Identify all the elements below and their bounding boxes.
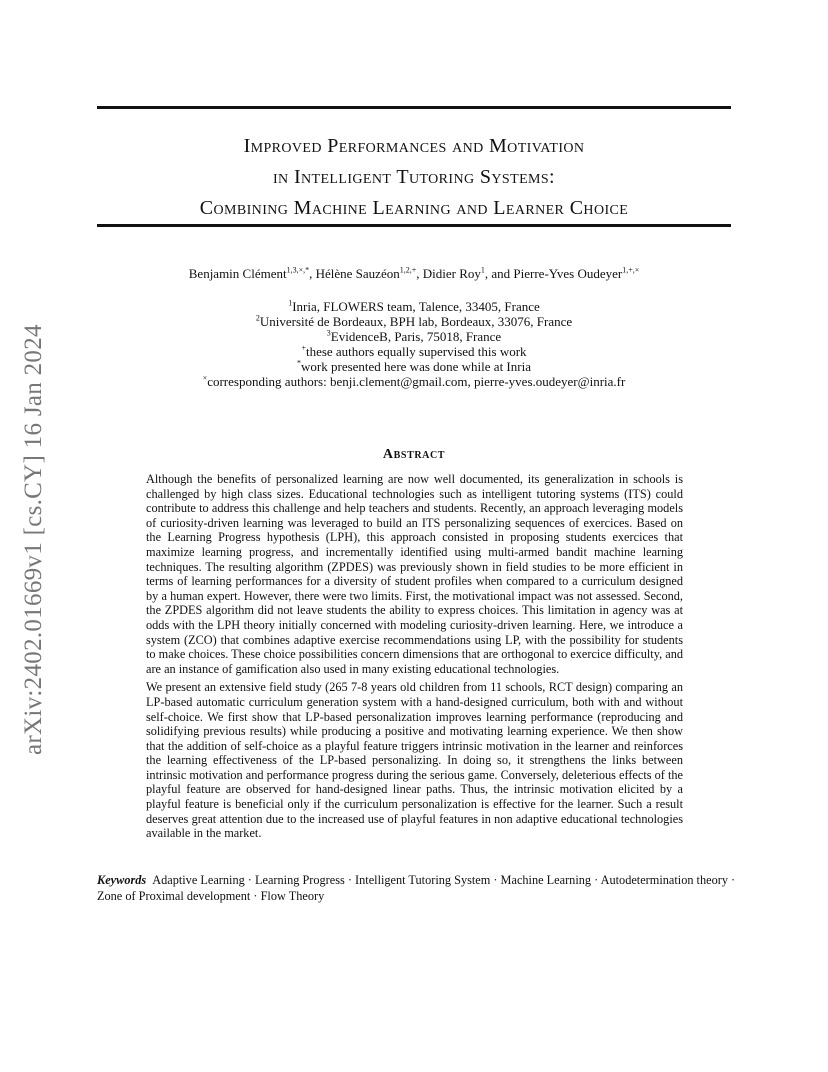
affiliation-mark: 3 (326, 328, 331, 338)
affiliation-text: work presented here was done while at Inria (301, 359, 531, 374)
author-separator: , (309, 266, 316, 281)
author-separator: , and (484, 266, 514, 281)
affiliation-text: Université de Bordeaux, BPH lab, Bordeaux, 33076, France (259, 314, 573, 329)
affiliation-text: Inria, FLOWERS team, Talence, 33405, France (292, 299, 540, 314)
author-affiliation-marks: 1,2,+ (399, 265, 417, 275)
arxiv-watermark: arXiv:2402.01669v1 [cs.CY] 16 Jan 2024 (20, 324, 47, 755)
keywords-text: Adaptive Learning · Learning Progress · Intelligent Tutoring System · Machine Learning · Autodetermination theory · Zone of Proximal development · Flow Theory (97, 873, 736, 903)
author-name: Benjamin Clément (188, 266, 287, 281)
title-line-2: in Intelligent Tutoring Systems: (272, 166, 556, 188)
title-top-rule (97, 106, 731, 109)
author-name: Hélène Sauzéon (315, 266, 400, 281)
author-name: Didier Roy (422, 266, 481, 281)
paper-title (97, 131, 731, 224)
affiliation-list (97, 299, 731, 389)
author-affiliation-marks: 1,+,× (622, 265, 640, 275)
abstract-heading: Abstract (382, 447, 446, 462)
affiliation-text: EvidenceB, Paris, 75018, France (330, 329, 502, 344)
affiliation-line (97, 299, 731, 314)
affiliation-mark: 2 (255, 313, 260, 323)
affiliation-text: these authors equally supervised this work (305, 344, 527, 359)
affiliation-mark: * (297, 358, 302, 368)
title-line-1: Improved Performances and Motivation (243, 135, 585, 157)
affiliation-line (97, 359, 731, 374)
affiliation-mark: + (301, 343, 306, 353)
affiliation-line (97, 329, 731, 344)
keywords (97, 873, 737, 904)
affiliation-mark: × (202, 373, 208, 383)
abstract-paragraph: Although the benefits of personalized learning are now well documented, its generalization in schools is challenged by high class sizes. Educational technologies such as intelligent tutoring systems (ITS) could contribute to address this challenge and help teachers and students. Recently, an approach leveraging models of curiosity-driven learning was leveraged to build an ITS personalizing sequences of exercices. Based on the Learning Progress hypothesis (LPH), this approach consisted in proposing students exercices that maximize learning progress, and incrementally identified using multi-armed bandit machine learning techniques. The resulting algorithm (ZPDES) was previously shown in field studies to be more efficient in terms of learning performances for a diversity of student profiles when compared to a curriculum designed by a human expert. However, there were two limits. First, the motivational impact was not assessed. Second, the ZPDES algorithm did not leave students the ability to express choices. This limitation in agency was at odds with the LPH theory initially concerned with modeling curiosity-driven learning. Here, we introduce a system (ZCO) that combines adaptive exercise recommendations using LP, with the possibility for students to make choices. These choice possibilities concern dimensions that are orthogonal to exercice difficulty, and are an instance of gamification also used in many existing educational technologies. (146, 472, 683, 676)
author-affiliation-marks: 1,3,×,* (286, 265, 310, 275)
abstract-paragraph: We present an extensive field study (265 7-8 years old children from 11 schools, RCT design) comparing an LP-based automatic curriculum generation system with a hand-designed curriculum, both with and without self-choice. We first show that LP-based personalization improves learning performance (reproducing and solidifying previous results) while producing a positive and motivating learning experience. We then show that the addition of self-choice as a playful feature triggers intrinsic motivation in the learner and reinforces the learning effectiveness of the LP-based personalizing. In doing so, it strengthens the links between intrinsic motivation and performance progress during the serious game. Conversely, deleterious effects of the playful feature are observed for hand-designed linear paths. Thus, the intrinsic motivation elicited by a playful feature is beneficial only if the curriculum personalization is effective for the learner. Such a result deserves great attention due to the increased use of playful features in non adaptive educational technologies available in the market. (146, 680, 683, 841)
keywords-label: Keywords (97, 873, 147, 887)
title-bottom-rule (97, 224, 731, 227)
abstract-body (146, 472, 683, 845)
affiliation-line (97, 374, 731, 389)
author-list (97, 265, 731, 282)
title-line-3: Combining Machine Learning and Learner Choice (199, 197, 629, 219)
affiliation-mark: 1 (288, 298, 293, 308)
affiliation-line (97, 314, 731, 329)
author-affiliation-marks: 1 (480, 265, 485, 275)
affiliation-line (97, 344, 731, 359)
author-name: Pierre-Yves Oudeyer (513, 266, 623, 281)
affiliation-text: corresponding authors: benji.clement@gmail.com, pierre-yves.oudeyer@inria.fr (207, 374, 626, 389)
author-separator: , (416, 266, 423, 281)
